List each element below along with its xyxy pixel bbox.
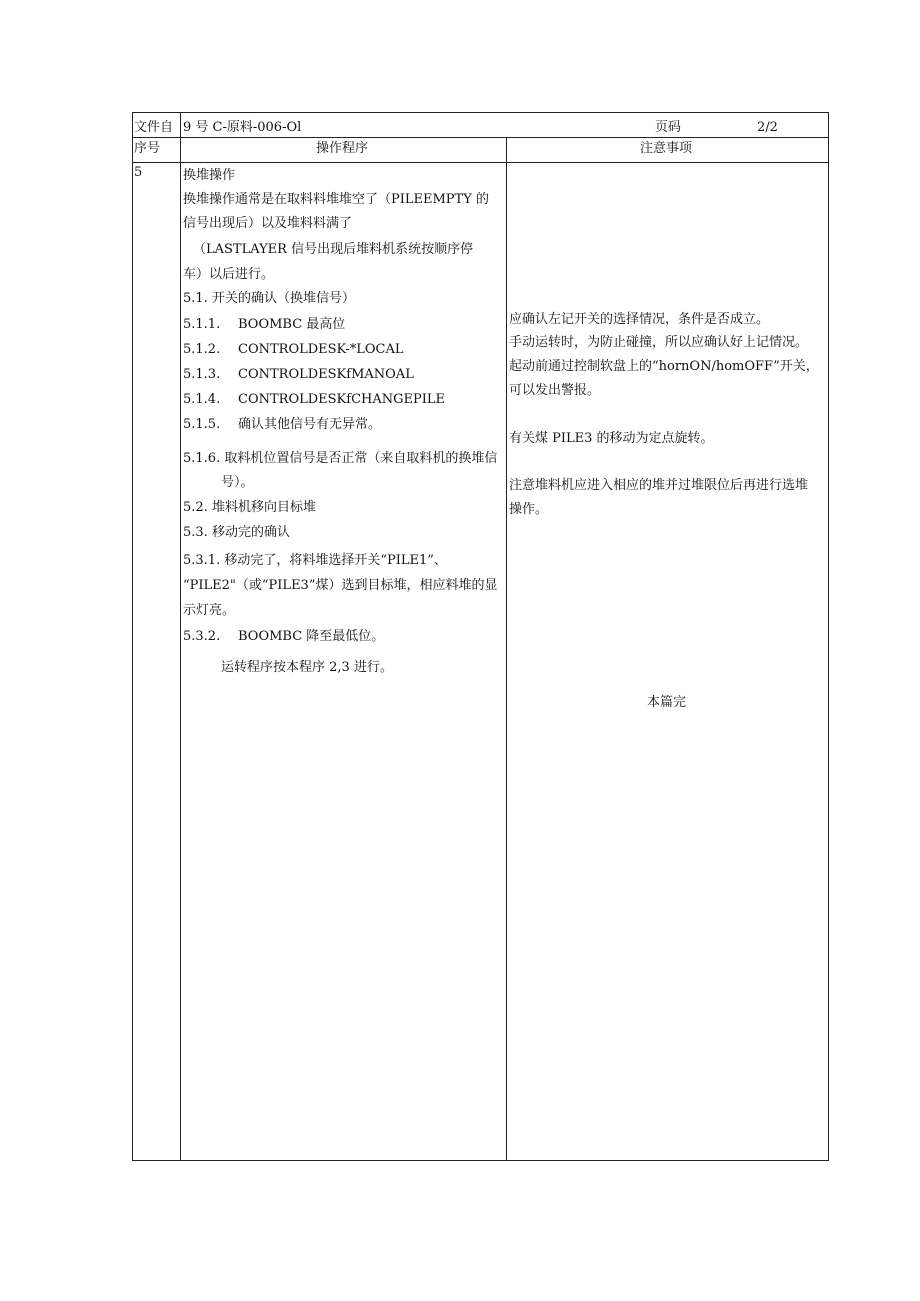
procedure-title: 换堆操作 <box>183 168 236 183</box>
procedure-intro-line: （LASTLAYER 信号出现后堆料机系统按顺序停 <box>193 242 474 257</box>
step-5-1-5-text: 确认其他信号有无异常。 <box>238 417 382 432</box>
step-5-1-6-line: 5.1.6. 取料机位置信号是否正常（来自取料机的换堆信 <box>183 451 498 466</box>
step-5-1-5-number: 5.1.5. <box>183 417 221 432</box>
procedure-intro-line: 信号出现后）以及堆料料满了 <box>183 216 353 231</box>
procedure-column-header: 操作程序 <box>316 141 369 156</box>
column-header-divider <box>132 162 829 163</box>
header-divider <box>132 137 829 138</box>
page-label: 页码 <box>655 120 682 135</box>
step-5-1-3-number: 5.1.3. <box>183 367 221 382</box>
step-5-3-1-line: “PILE2"（或“PILE3”煤）选到目标堆，相应料堆的显 <box>183 578 498 593</box>
notes-column-header: 注意事项 <box>640 141 693 156</box>
step-5-1-2-text: CONTROLDESK-*LOCAL <box>238 342 404 357</box>
note-line: 起动前通过控制软盘上的“hornON/homOFF”开关， <box>509 359 819 374</box>
note-line: 可以发出警报。 <box>509 383 601 398</box>
seq-column-header: 序号 <box>134 141 161 156</box>
file-label: 文件自 <box>134 120 174 135</box>
step-5-1: 5.1. 开关的确认（换堆信号） <box>183 291 355 306</box>
note-line: 有关煤 PILE3 的移动为定点旋转。 <box>509 431 714 446</box>
seq-column-divider <box>180 112 181 1161</box>
note-line: 操作。 <box>509 502 549 517</box>
note-line: 应确认左记开关的选择情况，条件是否成立。 <box>509 312 770 327</box>
step-5-3-1-line: 示灯亮。 <box>183 603 236 618</box>
step-5-1-4-text: CONTROLDESKfCHANGEPILE <box>238 392 445 407</box>
file-number: 9 号 C-原料-006-Ol <box>183 120 302 135</box>
end-of-document: 本篇完 <box>647 695 687 710</box>
procedure-intro-line: 换堆操作通常是在取料料堆堆空了（PILEEMPTY 的 <box>183 192 489 207</box>
note-line: 手动运转时，为防止碰撞，所以应确认好上记情况。 <box>509 335 809 350</box>
step-5-1-6-line: 号）。 <box>221 475 254 490</box>
step-5-1-3-text: CONTROLDESKfMANOAL <box>238 367 414 382</box>
step-5-1-2-number: 5.1.2. <box>183 342 221 357</box>
row-seq: 5 <box>134 165 143 180</box>
step-5-1-4-number: 5.1.4. <box>183 392 221 407</box>
run-procedure-note: 运转程序按本程序 2,3 进行。 <box>221 660 393 675</box>
step-5-3-1-line: 5.3.1. 移动完了，将料堆选择开关“PILE1”、 <box>183 553 447 568</box>
step-5-1-1-text: BOOMBC 最高位 <box>238 317 346 332</box>
step-5-3: 5.3. 移动完的确认 <box>183 525 290 540</box>
step-5-1-1-number: 5.1.1. <box>183 317 221 332</box>
note-line: 注意堆料机应进入相应的堆并过堆限位后再进行选堆 <box>509 478 809 493</box>
step-5-3-2-text: BOOMBC 降至最低位。 <box>238 629 385 644</box>
procedure-intro-line: 车）以后进行。 <box>183 267 275 282</box>
page-number: 2/2 <box>757 120 778 135</box>
notes-column-divider <box>506 137 507 1161</box>
step-5-2: 5.2. 堆料机移向目标堆 <box>183 500 316 515</box>
step-5-3-2-number: 5.3.2. <box>183 629 221 644</box>
